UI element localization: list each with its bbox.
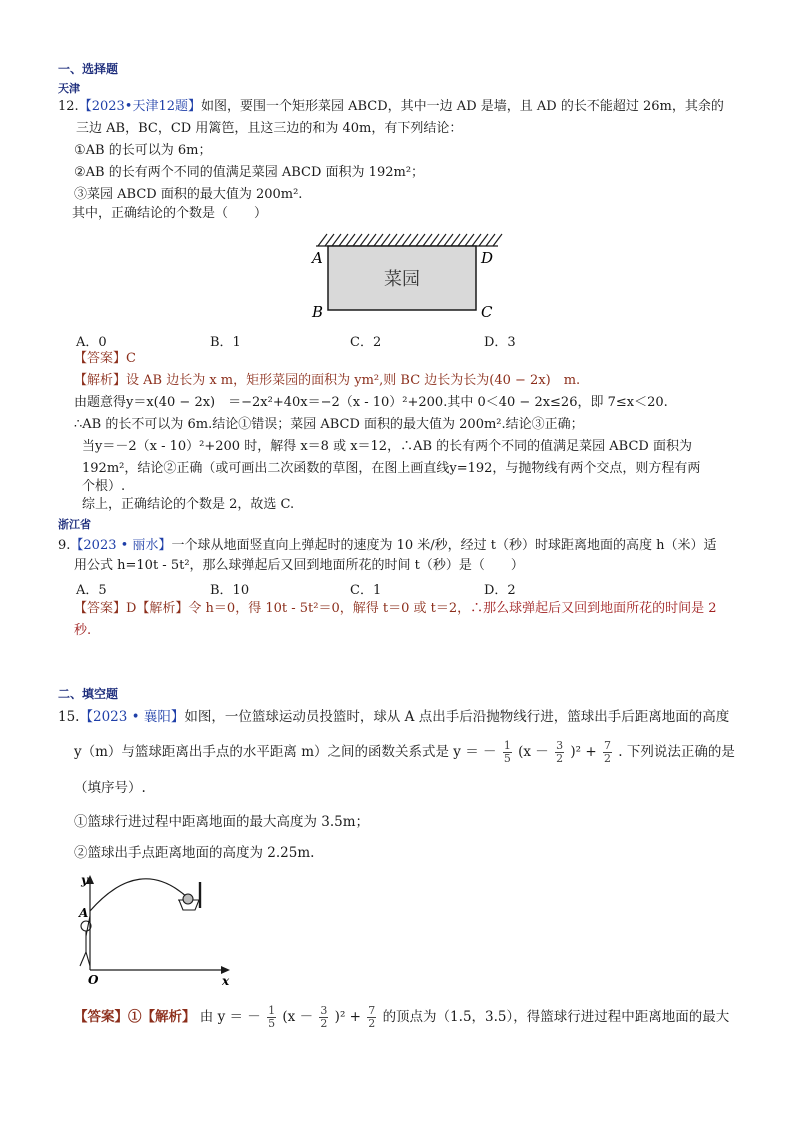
q12-analysis-line2: 由题意得y＝x(40 − 2x) ＝−2x²+40x＝−2（x - 10）²+200.其中 0＜40 − 2x≤26，即 7≤x＜20.	[74, 395, 668, 410]
q15-stem-line1: 如图，一位篮球运动员投篮时，球从 A 点出手后沿抛物线行进，篮球出手后距离地面的高度	[184, 709, 730, 725]
q15-answer-text-b: 的顶点为（1.5，3.5），得篮球行进过程中距离地面的最大	[382, 1009, 730, 1025]
q15-answer-text-a: 由 y ＝ －	[199, 1009, 261, 1025]
q15-answer-text-mid: (x －	[282, 1009, 314, 1025]
frac-num: 7	[368, 1004, 376, 1017]
vertex-C: C	[481, 303, 493, 321]
q15-frac-1-5	[503, 740, 512, 765]
frac-num: 7	[603, 739, 611, 752]
q15-stem-mid: (x －	[518, 744, 549, 760]
vertex-B: B	[312, 303, 324, 321]
q9-answer-conclusion: ∴那么球弹起后又回到地面所花的时间是 2	[470, 601, 717, 616]
q15-stem-sq: )² +	[570, 744, 597, 760]
q15-line2	[74, 740, 735, 765]
q9-answer-text: 【答案】D【解析】令 h＝0，得 10t - 5t²＝0，解得 t＝0 或 t＝2，	[74, 601, 471, 616]
q15-answer-frac-7-2	[367, 1005, 376, 1030]
q12-prompt: 其中，正确结论的个数是（ ）	[72, 206, 268, 221]
q12-option-c: C．2	[350, 335, 382, 350]
q15-answer-frac-3-2	[319, 1005, 328, 1030]
garden-figure	[300, 224, 510, 324]
q9-answer-line1	[74, 600, 717, 618]
x-axis-arrow	[221, 966, 230, 974]
hoop-icon	[178, 882, 200, 910]
player-icon	[80, 916, 91, 966]
q12-answer: 【答案】C	[74, 351, 136, 366]
q9-stem-line2: 用公式 h=10t - 5t²，那么球弹起后又回到地面所花的时间 t（秒）是（ ）	[74, 558, 524, 573]
q15-conclusion-1: ①篮球行进过程中距离地面的最大高度为 3.5m；	[74, 814, 370, 830]
q12-analysis-line3: ∴AB 的长不可以为 6m.结论①错误；菜园 ABCD 面积的最大值为 200m².结论③正确；	[74, 417, 584, 432]
q15-number: 15.	[58, 709, 80, 725]
frac-num: 1	[503, 739, 511, 752]
q12-analysis-line1	[74, 372, 580, 390]
q15-answer-text-sq: )² +	[334, 1009, 361, 1025]
frac-den: 5	[268, 1017, 276, 1030]
frac-num: 3	[320, 1004, 328, 1017]
q12-conclusion-3: ③菜园 ABCD 面积的最大值为 200m².	[74, 187, 303, 202]
q12-number: 12.	[58, 99, 79, 114]
q15-answer-line	[74, 1005, 729, 1030]
section-title-fill: 二、填空题	[58, 687, 119, 701]
q9-stem-line1: 一个球从地面竖直向上弹起时的速度为 10 米/秒，经过 t（秒）时球距离地面的高度 h（米）适	[171, 538, 717, 553]
basketball-figure	[70, 866, 240, 990]
q12-conclusion-2: ②AB 的长有两个不同的值满足菜园 ABCD 面积为 192m²；	[74, 165, 425, 180]
q9-option-c: C．1	[350, 583, 382, 598]
q12-analysis-text1: 【解析】设 AB 边长为 x m，矩形菜园的面积为 ym²,则 BC 边长为长为(40 − 2x) m.	[74, 373, 581, 388]
q15-line1	[58, 707, 729, 727]
q12-analysis-line6: 个根）.	[82, 479, 126, 494]
frac-num: 1	[268, 1004, 276, 1017]
origin-label: O	[88, 973, 99, 987]
frac-num: 3	[556, 739, 564, 752]
q15-frac-7-2	[603, 740, 612, 765]
q9-source: 【2023 • 丽水】	[70, 538, 172, 553]
point-A-label: A	[79, 906, 89, 920]
garden-label: 菜园	[384, 269, 420, 290]
q9-option-a: A．5	[76, 583, 107, 598]
q12-stem-line2: 三边 AB，BC，CD 用篱笆，且这三边的和为 40m，有下列结论：	[76, 121, 463, 136]
vertex-A: A	[312, 249, 323, 267]
frac-den: 2	[368, 1017, 376, 1030]
q12-analysis-line4: 当y＝－2（x - 10）²+200 时，解得 x＝8 或 x＝12，∴AB 的长有两个不同的值满足菜园 ABCD 面积为	[82, 439, 692, 454]
q15-line3: （填序号）.	[74, 780, 146, 796]
region-label-tianjin: 天津	[58, 82, 80, 95]
section-title-choice: 一、选择题	[58, 62, 119, 76]
frac-den: 2	[320, 1017, 328, 1030]
trajectory-curve	[90, 879, 188, 911]
q15-frac-3-2	[555, 740, 564, 765]
q9-option-b: B．10	[210, 583, 250, 598]
region-label-zhejiang: 浙江省	[58, 518, 91, 531]
q12-option-b: B．1	[210, 335, 241, 350]
q12-option-a: A．0	[76, 335, 107, 350]
q9-answer-line2: 秒.	[74, 623, 92, 638]
frac-den: 2	[603, 752, 611, 765]
q12-option-d: D．3	[484, 335, 516, 350]
q12-conclusion-1: ①AB 的长可以为 6m；	[74, 143, 212, 158]
q9-option-d: D．2	[484, 583, 516, 598]
frac-den: 2	[556, 752, 564, 765]
q15-answer-frac-1-5	[267, 1005, 276, 1030]
q12-stem-line1: 如图，要围一个矩形菜园 ABCD，其中一边 AD 是墙，且 AD 的长不能超过 26m，其余的	[200, 99, 724, 114]
q15-stem-line2b: . 下列说法正确的是	[618, 744, 735, 760]
x-axis-label: x	[222, 974, 230, 988]
vertex-D: D	[481, 249, 494, 267]
frac-den: 5	[503, 752, 511, 765]
q12-analysis-line5: 192m²，结论②正确（或可画出二次函数的草图，在图上画直线y=192，与抛物线有两个交点，则方程有两	[82, 461, 701, 476]
q12-source: 【2023•天津12题】	[78, 99, 201, 114]
q9-line1	[58, 537, 717, 555]
q15-answer-label: 【答案】①【解析】	[74, 1009, 196, 1025]
q15-source: 【2023 • 襄阳】	[79, 709, 185, 725]
q12-line1	[58, 98, 724, 116]
q12-analysis-line7: 综上，正确结论的个数是 2，故选 C.	[82, 497, 295, 512]
q15-stem-line2a: y（m）与篮球距离出手点的水平距离 m）之间的函数关系式是 y ＝ －	[74, 744, 497, 760]
y-axis-label: y	[81, 873, 88, 887]
q15-conclusion-2: ②篮球出手点距离地面的高度为 2.25m.	[74, 845, 315, 861]
q9-number: 9.	[58, 538, 71, 553]
